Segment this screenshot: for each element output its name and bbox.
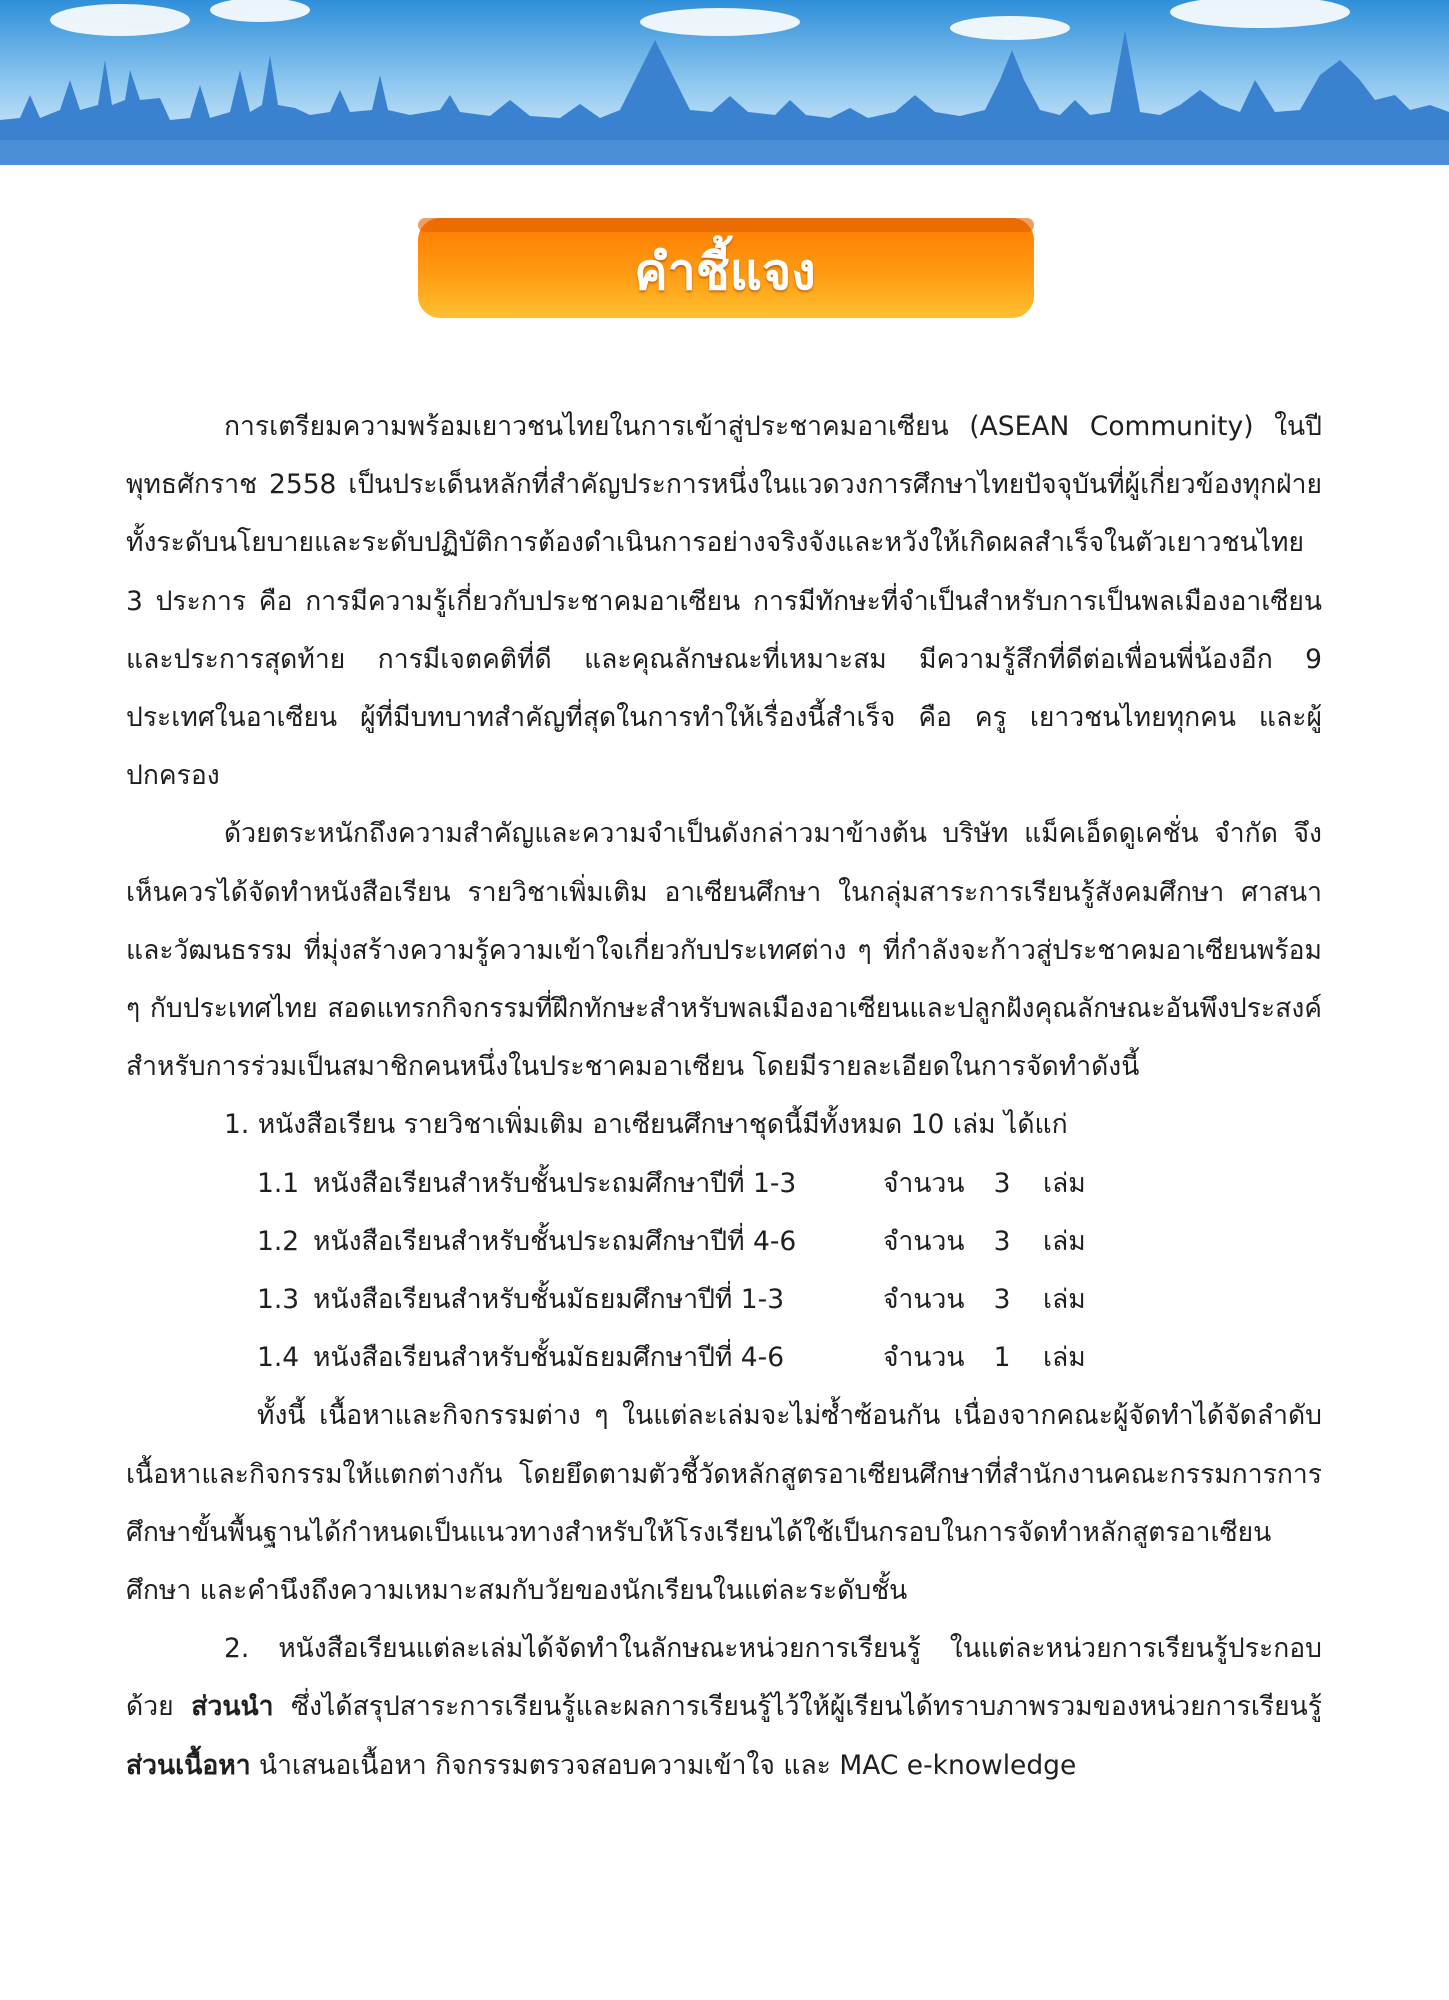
book-unit-label: จำนวน [883, 1167, 965, 1199]
book-volume-label: เล่ม [1043, 1284, 1086, 1316]
book-list-item [257, 1329, 1322, 1387]
page-title: คำชี้แจง [634, 243, 816, 301]
paragraph-note: ทั้งนี้ เนื้อหาและกิจกรรมต่าง ๆ ในแต่ละเล่มจะไม่ซ้ำซ้อนกัน เนื่องจากคณะผู้จัดทำได้จัดลำดับเนื้อหาและกิจกรรมให้แตกต่างกัน โดยยึดตามตัวชี้วัดหลักสูตรอาเซียนศึกษาที่สำนักงานคณะกรรมการการศึกษาขั้นพื้นฐานได้กำหนดเป็นแนวทางสำหรับให้โรงเรียนได้ใช้เป็นกรอบในการจัดทำหลักสูตรอาเซียนศึกษา และคำนึงถึงความเหมาะสมกับวัยของนักเรียนในแต่ละระดับชั้น [126, 1400, 1322, 1606]
book-list-item [257, 1271, 1322, 1329]
book-list-item [257, 1155, 1322, 1213]
book-volume-label: เล่ม [1043, 1225, 1086, 1257]
book-unit-label: จำนวน [883, 1225, 965, 1257]
book-unit-label: จำนวน [883, 1284, 965, 1316]
book-count: 3 [993, 1284, 1011, 1316]
keyword-intro-section: ส่วนนำ [191, 1691, 274, 1723]
paragraph-intro: การเตรียมความพร้อมเยาวชนไทยในการเข้าสู่ประชาคมอาเซียน (ASEAN Community) ในปีพุทธศักราช 2558 เป็นประเด็นหลักที่สำคัญประการหนึ่งในแวดวงการศึกษาไทยปัจจุบันที่ผู้เกี่ยวข้องทุกฝ่ายทั้งระดับนโยบายและระดับปฏิบัติการต้องดำเนินการอย่างจริงจังและหวังให้เกิดผลสำเร็จในตัวเยาวชนไทย 3 ประการ คือ การมีความรู้เกี่ยวกับประชาคมอาเซียน การมีทักษะที่จำเป็นสำหรับการเป็นพลเมืองอาเซียน และประการสุดท้าย การมีเจตคติที่ดี และคุณลักษณะที่เหมาะสม มีความรู้สึกที่ดีต่อเพื่อนพี่น้องอีก 9 ประเทศในอาเซียน ผู้ที่มีบทบาทสำคัญที่สุดในการทำให้เรื่องนี้สำเร็จ คือ ครู เยาวชนไทยทุกคน และผู้ปกครอง [126, 411, 1322, 792]
book-title: หนังสือเรียนสำหรับชั้นประถมศึกษาปีที่ 4-6 [313, 1225, 797, 1257]
asean-skyline-banner [0, 0, 1449, 165]
book-count: 1 [993, 1342, 1011, 1374]
book-volume-label: เล่ม [1043, 1342, 1086, 1374]
book-volume-label: เล่ม [1043, 1167, 1086, 1199]
book-unit-label: จำนวน [883, 1342, 965, 1374]
book-title: หนังสือเรียนสำหรับชั้นมัธยมศึกษาปีที่ 1-3 [313, 1284, 785, 1316]
book-number: 1.1 [257, 1167, 300, 1199]
book-number: 1.2 [257, 1225, 300, 1257]
list-item-1: 1. หนังสือเรียน รายวิชาเพิ่มเติม อาเซียนศึกษาชุดนี้มีทั้งหมด 10 เล่ม ได้แก่ [224, 1109, 1068, 1141]
keyword-content-section: ส่วนเนื้อหา [126, 1749, 251, 1781]
book-number: 1.3 [257, 1284, 300, 1316]
paragraph-company: ด้วยตระหนักถึงความสำคัญและความจำเป็นดังกล่าวมาข้างต้น บริษัท แม็คเอ็ดดูเคชั่น จำกัด จึงเห็นควรได้จัดทำหนังสือเรียน รายวิชาเพิ่มเติม อาเซียนศึกษา ในกลุ่มสาระการเรียนรู้สังคมศึกษา ศาสนาและวัฒนธรรม ที่มุ่งสร้างความรู้ความเข้าใจเกี่ยวกับประเทศต่าง ๆ ที่กำลังจะก้าวสู่ประชาคมอาเซียนพร้อม ๆ กับประเทศไทย สอดแทรกกิจกรรมที่ฝึกทักษะสำหรับพลเมืองอาเซียนและปลูกฝังคุณลักษณะอันพึงประสงค์สำหรับการร่วมเป็นสมาชิกคนหนึ่งในประชาคมอาเซียน โดยมีรายละเอียดในการจัดทำดังนี้ [126, 818, 1322, 1083]
list-item-2-text-c: ซึ่งได้สรุปสาระการเรียนรู้และผลการเรียนรู้ไว้ให้ผู้เรียนได้ทราบภาพรวมของหน่วยการเรียนรู้ [273, 1691, 1322, 1723]
book-title: หนังสือเรียนสำหรับชั้นมัธยมศึกษาปีที่ 4-6 [313, 1342, 785, 1374]
book-count: 3 [993, 1225, 1011, 1257]
list-item-2-text-a: 2. หนังสือเรียนแต่ละเล่มได้จัดทำในลักษณะหน่วยการเรียนรู้ ในแต่ละหน่วยการเรียนรู้ประกอบด้วย [126, 1633, 1322, 1723]
book-list [126, 1155, 1322, 1388]
book-number: 1.4 [257, 1342, 300, 1374]
list-item-2 [126, 1620, 1322, 1795]
book-list-item [257, 1213, 1322, 1271]
book-title: หนังสือเรียนสำหรับชั้นประถมศึกษาปีที่ 1-3 [313, 1167, 797, 1199]
book-count: 3 [993, 1167, 1011, 1199]
list-item-2-text-e: นำเสนอเนื้อหา กิจกรรมตรวจสอบความเข้าใจ และ MAC e-knowledge [250, 1749, 1077, 1781]
document-body [126, 398, 1322, 1795]
